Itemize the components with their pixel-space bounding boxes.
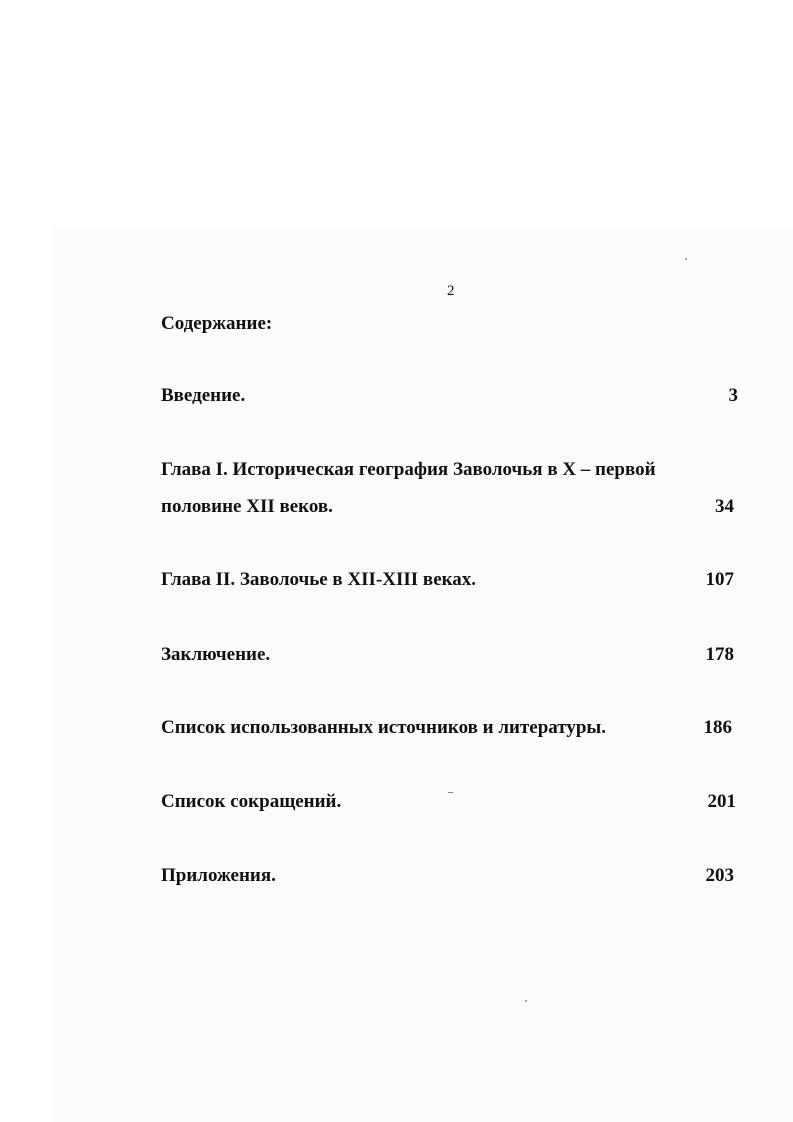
toc-heading: Содержание: (161, 313, 273, 334)
toc-entry-title: Введение. (161, 385, 246, 406)
toc-entry-title-continued: половине XII веков. (161, 496, 333, 517)
scan-speck (448, 792, 453, 793)
toc-entry-page: 203 (705, 865, 734, 886)
toc-entry-title: Глава II. Заволочье в XII-XIII веках. (161, 569, 477, 590)
scanned-page-background (52, 228, 793, 1122)
toc-entry-title: Приложения. (161, 865, 276, 886)
toc-entry-title: Список использованных источников и литературы. (161, 717, 607, 738)
toc-entry-page: 34 (715, 496, 734, 517)
toc-entry-page: 178 (705, 644, 734, 665)
toc-entry-page: 3 (728, 385, 738, 406)
toc-entry-title: Список сокращений. (161, 791, 342, 812)
scan-speck (525, 1000, 527, 1002)
toc-entry-page: 186 (703, 717, 732, 738)
scan-speck (685, 258, 687, 260)
page-number: 2 (447, 283, 455, 299)
toc-entry-title: Глава I. Историческая география Заволочья в X – первой (161, 459, 656, 480)
toc-entry-title: Заключение. (161, 644, 271, 665)
toc-entry-page: 201 (707, 791, 736, 812)
toc-entry-page: 107 (705, 569, 734, 590)
